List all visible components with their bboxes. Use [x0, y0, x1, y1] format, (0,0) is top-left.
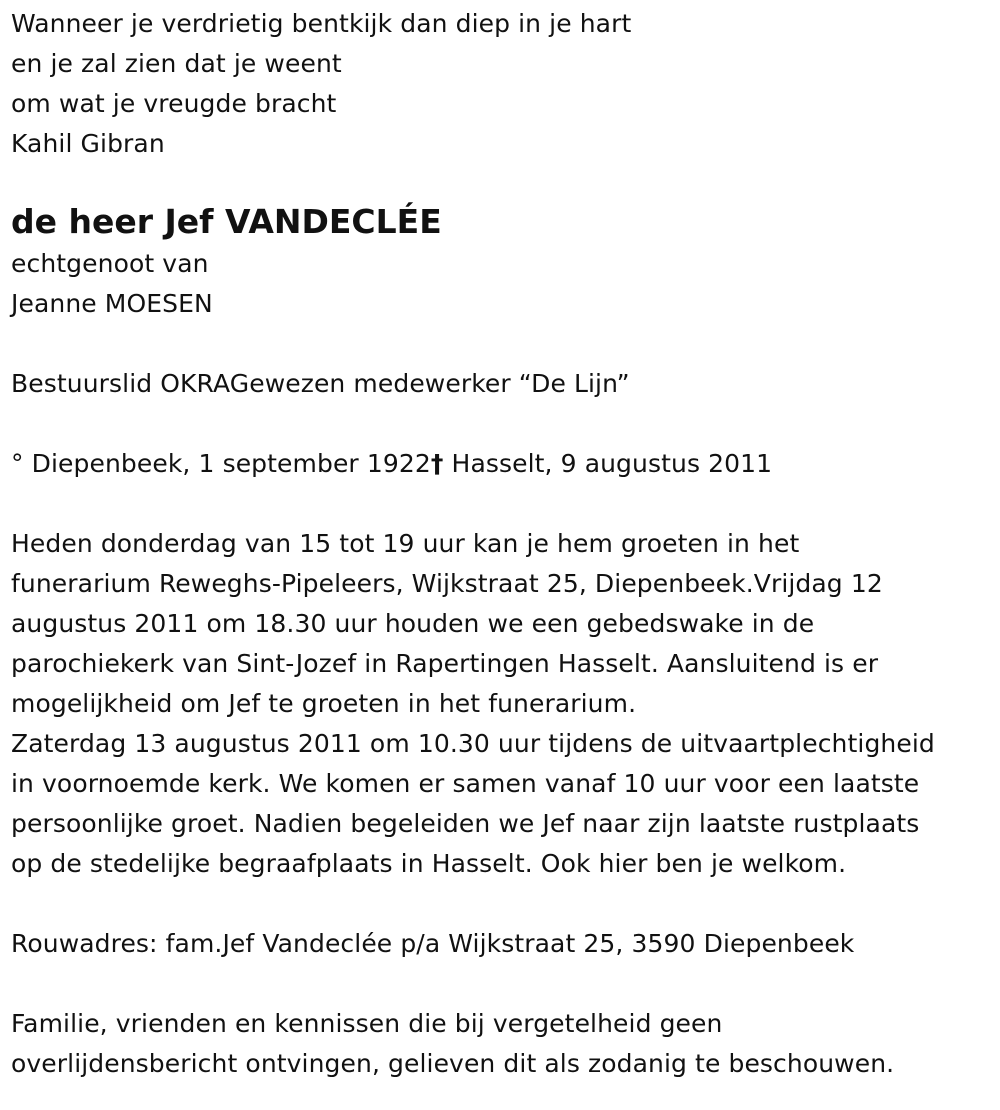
ceremony-line: in voornoemde kerk. We komen er samen vanaf 10 uur voor een laatste — [11, 769, 920, 798]
ceremony-line: augustus 2011 om 18.30 uur houden we een gebedswake in de — [11, 609, 815, 638]
poem — [11, 4, 986, 164]
poem-line: en je zal zien dat je weent — [11, 49, 342, 78]
closing-line: Familie, vrienden en kennissen die bij vergetelheid geen — [11, 1009, 723, 1038]
obituary-notice — [11, 4, 986, 1084]
death-info: Hasselt, 9 augustus 2011 — [443, 449, 773, 478]
functions: Bestuurslid OKRAGewezen medewerker “De Lijn” — [11, 369, 630, 398]
closing-note — [11, 1004, 986, 1084]
ceremony-line: funerarium Reweghs-Pipeleers, Wijkstraat 25, Diepenbeek.Vrijdag 12 — [11, 569, 883, 598]
ceremony-line: parochiekerk van Sint-Jozef in Rapertingen Hasselt. Aansluitend is er — [11, 649, 879, 678]
relation-label: echtgenoot van — [11, 249, 209, 278]
poem-line: om wat je vreugde bracht — [11, 89, 337, 118]
ceremony-line: op de stedelijke begraafplaats in Hasselt. Ook hier ben je welkom. — [11, 849, 847, 878]
spacer — [11, 164, 986, 196]
ceremony-details — [11, 524, 986, 884]
spacer — [11, 324, 986, 364]
spacer — [11, 404, 986, 444]
mourning-address: Rouwadres: fam.Jef Vandeclée p/a Wijkstraat 25, 3590 Diepenbeek — [11, 929, 855, 958]
ceremony-line: persoonlijke groet. Nadien begeleiden we Jef naar zijn laatste rustplaats — [11, 809, 920, 838]
poem-author: Kahil Gibran — [11, 129, 165, 158]
cross-icon: † — [430, 449, 444, 478]
closing-line: overlijdensbericht ontvingen, gelieven dit als zodanig te beschouwen. — [11, 1049, 895, 1078]
spouse-name: Jeanne MOESEN — [11, 289, 213, 318]
poem-line: Wanneer je verdrietig bentkijk dan diep in je hart — [11, 9, 632, 38]
spacer — [11, 884, 986, 924]
ceremony-line: mogelijkheid om Jef te groeten in het funerarium. — [11, 689, 637, 718]
ceremony-line: Zaterdag 13 augustus 2011 om 10.30 uur tijdens de uitvaartplechtigheid — [11, 729, 935, 758]
spacer — [11, 964, 986, 1004]
birth-info: ° Diepenbeek, 1 september 1922 — [11, 449, 431, 478]
birth-death-line — [11, 444, 986, 484]
deceased-name: de heer Jef VANDECLÉE — [11, 202, 442, 241]
ceremony-line: Heden donderdag van 15 tot 19 uur kan je hem groeten in het — [11, 529, 800, 558]
spacer — [11, 484, 986, 524]
